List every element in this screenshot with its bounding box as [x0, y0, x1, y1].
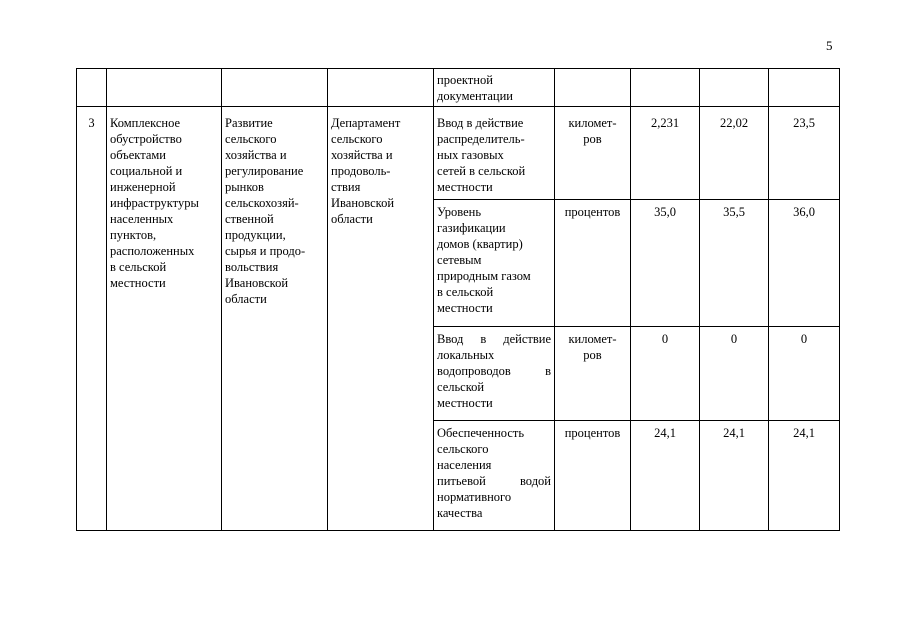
text-fragment: водой — [519, 474, 551, 488]
empty-cell — [328, 69, 434, 107]
measure-cell — [107, 107, 222, 531]
value-cell: 24,1 — [631, 421, 700, 531]
text-line: сетей в сельской — [437, 164, 526, 178]
text-line: ных газовых — [437, 148, 504, 162]
text-line: проектной — [437, 73, 493, 87]
text-line: природным газом — [437, 269, 531, 283]
executor-cell — [328, 107, 434, 531]
text-line: продукции, — [225, 228, 286, 242]
indicator-name-cell — [434, 200, 555, 327]
text-line: инфраструктуры — [110, 196, 199, 210]
program-table — [76, 68, 840, 531]
text-line: ствия — [331, 180, 361, 194]
continuation-row — [77, 69, 840, 107]
text-line — [437, 363, 551, 379]
text-line: социальной и — [110, 164, 183, 178]
text-line: сельского — [225, 132, 277, 146]
value-cell: 0 — [769, 327, 840, 421]
text-line: качества — [437, 506, 483, 520]
text-line: Комплексное — [110, 116, 181, 130]
empty-cell — [77, 69, 107, 107]
value-cell: 35,0 — [631, 200, 700, 327]
text-line: в сельской — [110, 260, 167, 274]
text-fragment: питьевой — [437, 474, 486, 488]
text-line: в сельской — [437, 285, 494, 299]
value-cell: 35,5 — [700, 200, 769, 327]
empty-cell — [769, 69, 840, 107]
empty-cell — [222, 69, 328, 107]
text-line: ров — [583, 348, 602, 362]
indicator-name-cell — [434, 327, 555, 421]
text-line: продоволь- — [331, 164, 391, 178]
empty-cell — [631, 69, 700, 107]
value-cell: 24,1 — [700, 421, 769, 531]
indicator-cell — [434, 69, 555, 107]
text-line: Ввод в действие — [437, 116, 524, 130]
text-line — [437, 331, 551, 347]
text-line: процентов — [564, 426, 621, 440]
text-line: газификации — [437, 221, 506, 235]
text-fragment: водопроводов — [437, 364, 511, 378]
text-line: километ- — [568, 116, 617, 130]
text-line: местности — [110, 276, 166, 290]
text-line: Департамент — [331, 116, 401, 130]
text-line: инженерной — [110, 180, 176, 194]
unit-cell — [555, 421, 631, 531]
text-line: вольствия — [225, 260, 279, 274]
text-line: Ивановской — [225, 276, 289, 290]
value-cell: 22,02 — [700, 107, 769, 200]
text-line: области — [225, 292, 267, 306]
text-line: хозяйства и — [225, 148, 287, 162]
text-line: Обеспеченность — [437, 426, 525, 440]
table-row — [77, 107, 840, 200]
empty-cell — [555, 69, 631, 107]
text-line: Уровень — [437, 205, 482, 219]
value-cell: 24,1 — [769, 421, 840, 531]
text-line: распределитель- — [437, 132, 525, 146]
text-line: километ- — [568, 332, 617, 346]
program-cell — [222, 107, 328, 531]
text-line: сетевым — [437, 253, 482, 267]
text-line: регулирование — [225, 164, 304, 178]
text-line: обустройство — [110, 132, 182, 146]
unit-cell — [555, 107, 631, 200]
text-fragment: Ввод — [437, 332, 464, 346]
text-line: области — [331, 212, 373, 226]
text-line: населения — [437, 458, 492, 472]
text-line: местности — [437, 301, 493, 315]
row-index: 3 — [77, 107, 107, 531]
text-fragment: действие — [503, 332, 551, 346]
unit-cell — [555, 327, 631, 421]
unit-cell — [555, 200, 631, 327]
text-line: документации — [437, 89, 513, 103]
text-line: процентов — [564, 205, 621, 219]
page-number: 5 — [826, 38, 833, 53]
text-line: Ивановской — [331, 196, 395, 210]
value-cell: 23,5 — [769, 107, 840, 200]
text-line: хозяйства и — [331, 148, 393, 162]
empty-cell — [107, 69, 222, 107]
text-line: Развитие — [225, 116, 273, 130]
text-line: сельскохозяй- — [225, 196, 299, 210]
value-cell: 0 — [700, 327, 769, 421]
text-line: рынков — [225, 180, 264, 194]
text-line: нормативного — [437, 490, 512, 504]
text-line: сельской — [437, 380, 485, 394]
text-line: ров — [583, 132, 602, 146]
text-line: пунктов, — [110, 228, 157, 242]
empty-cell — [700, 69, 769, 107]
text-line: сельского — [437, 442, 489, 456]
text-fragment: в — [545, 364, 551, 378]
text-line: объектами — [110, 148, 166, 162]
text-line: сельского — [331, 132, 383, 146]
text-line: населенных — [110, 212, 174, 226]
text-line: местности — [437, 180, 493, 194]
text-line: локальных — [437, 348, 495, 362]
text-line — [437, 473, 551, 489]
value-cell: 0 — [631, 327, 700, 421]
text-line: местности — [437, 396, 493, 410]
indicator-name-cell — [434, 421, 555, 531]
indicator-name-cell — [434, 107, 555, 200]
text-line: расположенных — [110, 244, 195, 258]
text-line: сырья и продо- — [225, 244, 306, 258]
text-fragment: в — [480, 332, 487, 346]
value-cell: 36,0 — [769, 200, 840, 327]
text-line: ственной — [225, 212, 274, 226]
value-cell: 2,231 — [631, 107, 700, 200]
text-line: домов (квартир) — [437, 237, 523, 251]
